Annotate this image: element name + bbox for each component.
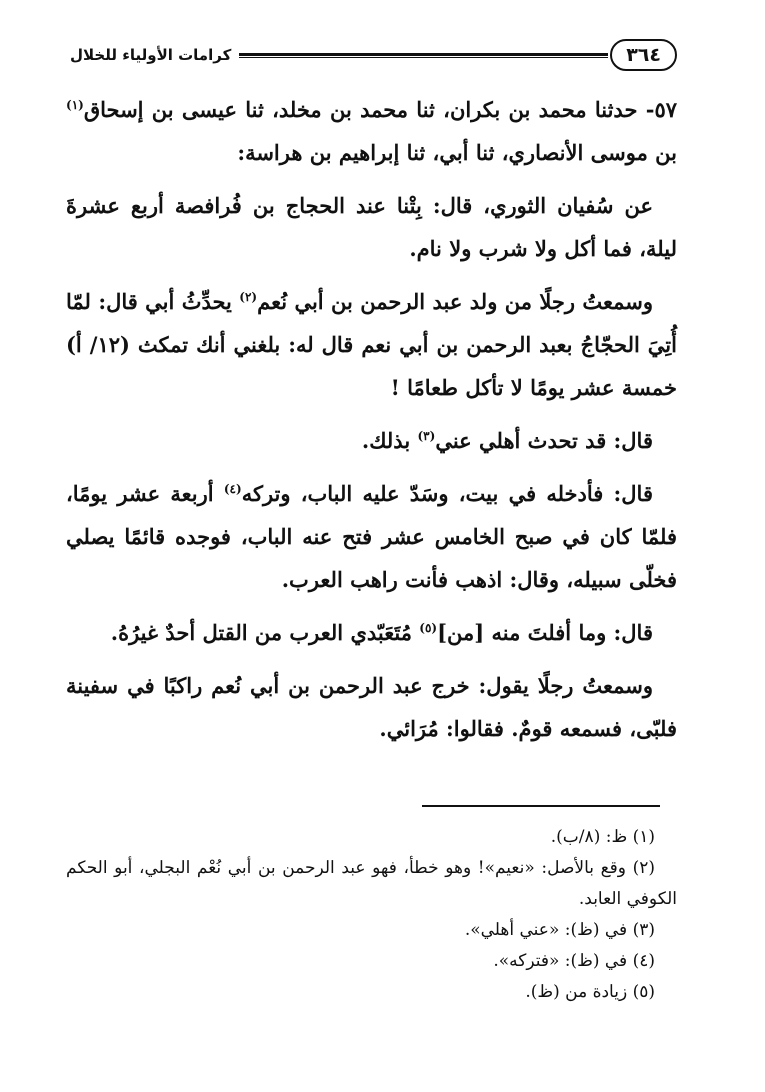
footnote-ref-1: (١): [66, 98, 84, 112]
footnote-3: (٣) في (ظ): «عني أهلي».: [464, 920, 655, 940]
page-number: ٣٦٤: [610, 39, 677, 71]
footnotes: [66, 822, 677, 1008]
footnote-2: (٢) وقع بالأصل: «نعيم»! وهو خطأ، فهو عبد الرحمن بن أبي نُعْم البجلي، أبو الحكم الكوفي العابد.: [66, 858, 677, 909]
paragraph: عن سُفيان الثوري، قال: بِتْنا عند الحجاج بن فُرافصة أربع عشرةَ ليلة، فما أكل ولا شرب ولا نام.: [66, 193, 677, 261]
footnote-ref-2: (٢): [239, 290, 258, 304]
footnote-ref-5: (٥): [419, 621, 438, 635]
paragraph: قال: فأدخله في بيت، وسَدّ عليه الباب، وتركه$^{(٤)}$ أربعة عشر يومًا، فلمّا كان في صبح الخامس عشر فتح عنه الباب، فوجده قائمًا يصلي فخلّى سبيله، وقال: اذهب فأنت راهب العرب.: [66, 481, 677, 592]
footnote-ref-3: (٣): [417, 429, 436, 443]
paragraph: وسمعتُ رجلًا يقول: خرج عبد الرحمن بن أبي نُعم راكبًا في سفينة فلبّى، فسمعه قومٌ. فقالوا: مُرَائي.: [66, 673, 677, 741]
page-header: [70, 38, 677, 72]
running-title: كرامات الأولياء للخلال: [70, 46, 232, 64]
footnote-4: (٤) في (ظ): «فتركه».: [493, 951, 655, 971]
footnote-ref-4: (٤): [223, 482, 242, 496]
footnote-1: (١) ظ: (٨/ب).: [550, 827, 655, 847]
paragraph: وسمعتُ رجلًا من ولد عبد الرحمن بن أبي نُعم$^{(٢)}$ يحدِّثُ أبي قال: لمّا أُتِيَ الحجّاجُ بعبد الرحمن بن أبي نعم قال له: بلغني أنك تمكث (١٢/ أ) خمسة عشر يومًا لا تأكل طعامًا !: [66, 289, 677, 400]
main-text: [66, 88, 677, 750]
footnote-5: (٥) زيادة من (ظ).: [525, 982, 655, 1002]
footnote-separator: [422, 805, 660, 807]
header-rule: [239, 53, 608, 58]
paragraph-isnad: ٥٧- حدثنا محمد بن بكران، ثنا محمد بن مخلد، ثنا عيسى بن إسحاق$^{(١)}$ بن موسى الأنصاري، ثنا أبي، ثنا إبراهيم بن هراسة:: [66, 97, 677, 165]
paragraph: قال: قد تحدث أهلي عني$^{(٣)}$ بذلك.: [361, 428, 653, 453]
paragraph: قال: وما أفلتَ منه [من]$^{(٥)}$ مُتَعَبّدي العرب من القتل أحدٌ غيرُهُ.: [110, 620, 653, 645]
